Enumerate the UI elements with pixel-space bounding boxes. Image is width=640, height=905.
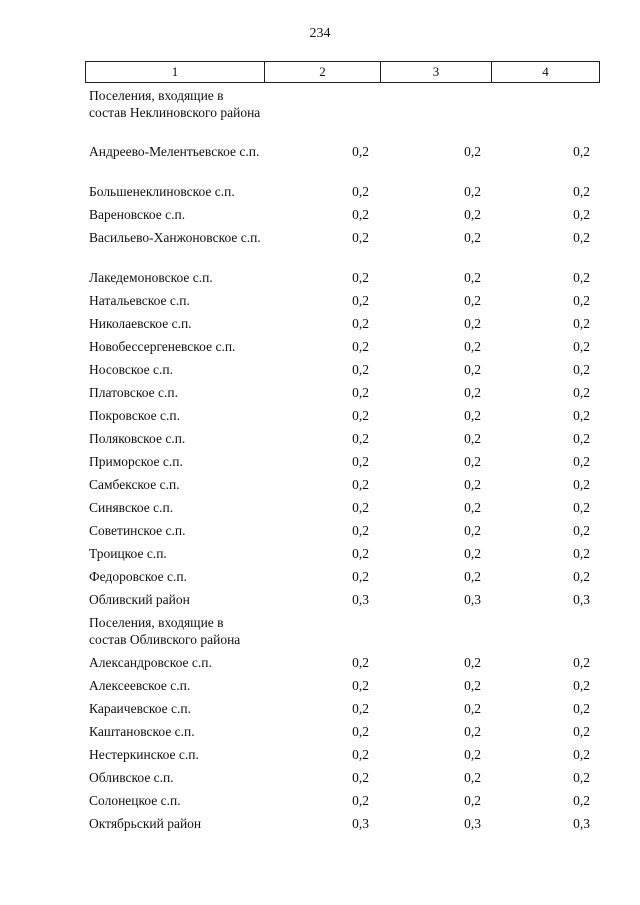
value-col-4: 0,3 xyxy=(573,816,590,831)
settlement-name: Обливский район xyxy=(89,592,190,607)
value-col-2: 0,2 xyxy=(352,793,369,808)
value-col-3: 0,3 xyxy=(464,816,481,831)
value-col-3: 0,2 xyxy=(464,724,481,739)
column-header-1: 1 xyxy=(86,62,265,82)
value-col-3: 0,3 xyxy=(464,592,481,607)
value-col-2: 0,2 xyxy=(352,408,369,423)
value-col-2: 0,2 xyxy=(352,655,369,670)
settlement-name: Приморское с.п. xyxy=(89,454,183,469)
table-header-row xyxy=(85,61,600,83)
value-col-4: 0,2 xyxy=(573,701,590,716)
data-table xyxy=(85,61,600,838)
column-header-2: 2 xyxy=(265,62,381,82)
value-col-3: 0,2 xyxy=(464,270,481,285)
value-col-4: 0,2 xyxy=(573,569,590,584)
value-col-3: 0,2 xyxy=(464,362,481,377)
value-col-3: 0,2 xyxy=(464,500,481,515)
value-col-2: 0,2 xyxy=(352,454,369,469)
table-row xyxy=(85,87,600,143)
value-col-4: 0,2 xyxy=(573,655,590,670)
table-row xyxy=(85,499,600,522)
value-col-4: 0,2 xyxy=(573,230,590,245)
page-number: 234 xyxy=(309,26,331,41)
table-row xyxy=(85,269,600,292)
value-col-2: 0,2 xyxy=(352,362,369,377)
value-col-4: 0,3 xyxy=(573,592,590,607)
table-row xyxy=(85,522,600,545)
value-col-4: 0,2 xyxy=(573,293,590,308)
value-col-2: 0,2 xyxy=(352,184,369,199)
value-col-2: 0,3 xyxy=(352,592,369,607)
settlement-name: Николаевское с.п. xyxy=(89,316,192,331)
value-col-2: 0,2 xyxy=(352,500,369,515)
settlement-name: Александровское с.п. xyxy=(89,655,212,670)
settlement-name: Троицкое с.п. xyxy=(89,546,167,561)
settlement-name: Октябрьский район xyxy=(89,816,202,831)
table-row xyxy=(85,384,600,407)
value-col-4: 0,2 xyxy=(573,770,590,785)
table-row xyxy=(85,292,600,315)
value-col-3: 0,2 xyxy=(464,454,481,469)
value-col-2 xyxy=(264,614,380,654)
settlement-name: Самбекское с.п. xyxy=(89,477,180,492)
value-col-3: 0,2 xyxy=(464,431,481,446)
value-col-4: 0,2 xyxy=(573,385,590,400)
value-col-3: 0,2 xyxy=(464,477,481,492)
table-row xyxy=(85,143,600,183)
settlement-name: Натальевское с.п. xyxy=(89,293,190,308)
settlement-name: Вареновское с.п. xyxy=(89,207,186,222)
value-col-3: 0,2 xyxy=(464,316,481,331)
settlement-name: Обливское с.п. xyxy=(89,770,174,785)
value-col-3: 0,2 xyxy=(464,207,481,222)
table-body xyxy=(85,87,600,838)
settlement-name: Новобессергеневское с.п. xyxy=(89,339,236,354)
value-col-2: 0,2 xyxy=(352,431,369,446)
value-col-2 xyxy=(264,87,380,143)
settlement-name: Лакедемоновское с.п. xyxy=(89,270,213,285)
value-col-3: 0,2 xyxy=(464,339,481,354)
value-col-2: 0,2 xyxy=(352,293,369,308)
table-row xyxy=(85,568,600,591)
value-col-3: 0,2 xyxy=(464,701,481,716)
table-row xyxy=(85,769,600,792)
settlement-name: Каштановское с.п. xyxy=(89,724,195,739)
table-row xyxy=(85,654,600,677)
settlement-name: Большенеклиновское с.п. xyxy=(89,184,235,199)
value-col-4 xyxy=(491,614,600,654)
settlement-name: Солонецкое с.п. xyxy=(89,793,181,808)
settlement-name: Нестеркинское с.п. xyxy=(89,747,199,762)
value-col-4: 0,2 xyxy=(573,747,590,762)
value-col-3: 0,2 xyxy=(464,385,481,400)
value-col-2: 0,2 xyxy=(352,546,369,561)
value-col-3: 0,2 xyxy=(464,184,481,199)
value-col-4: 0,2 xyxy=(573,339,590,354)
value-col-4: 0,2 xyxy=(573,207,590,222)
table-row xyxy=(85,206,600,229)
value-col-3: 0,2 xyxy=(464,408,481,423)
table-row xyxy=(85,545,600,568)
settlement-name: Платовское с.п. xyxy=(89,385,179,400)
table-row xyxy=(85,430,600,453)
value-col-2: 0,3 xyxy=(352,816,369,831)
value-col-2: 0,2 xyxy=(352,207,369,222)
value-col-4: 0,2 xyxy=(573,362,590,377)
value-col-4: 0,2 xyxy=(573,408,590,423)
value-col-4: 0,2 xyxy=(573,431,590,446)
settlement-name: Васильево-Ханжоновское с.п. xyxy=(89,230,261,245)
table-row xyxy=(85,677,600,700)
value-col-3: 0,2 xyxy=(464,678,481,693)
table-row xyxy=(85,746,600,769)
table-row xyxy=(85,338,600,361)
settlement-name: Поселения, входящие в состав Неклиновского района xyxy=(89,88,261,120)
settlement-name: Синявское с.п. xyxy=(89,500,174,515)
value-col-2: 0,2 xyxy=(352,701,369,716)
value-col-3 xyxy=(380,87,491,143)
settlement-name: Андреево-Мелентьевское с.п. xyxy=(89,144,260,159)
value-col-4 xyxy=(491,87,600,143)
value-col-4: 0,2 xyxy=(573,678,590,693)
value-col-3: 0,2 xyxy=(464,230,481,245)
value-col-3: 0,2 xyxy=(464,144,481,159)
table-row xyxy=(85,476,600,499)
value-col-2: 0,2 xyxy=(352,385,369,400)
value-col-4: 0,2 xyxy=(573,454,590,469)
value-col-4: 0,2 xyxy=(573,316,590,331)
table-row xyxy=(85,792,600,815)
table-row xyxy=(85,815,600,838)
value-col-4: 0,2 xyxy=(573,184,590,199)
table-row xyxy=(85,229,600,269)
settlement-name: Алексеевское с.п. xyxy=(89,678,191,693)
value-col-3: 0,2 xyxy=(464,569,481,584)
settlement-name: Покровское с.п. xyxy=(89,408,180,423)
value-col-2: 0,2 xyxy=(352,230,369,245)
value-col-4: 0,2 xyxy=(573,144,590,159)
value-col-4: 0,2 xyxy=(573,793,590,808)
value-col-4: 0,2 xyxy=(573,477,590,492)
settlement-name: Поселения, входящие в состав Обливского района xyxy=(89,615,241,647)
value-col-3: 0,2 xyxy=(464,546,481,561)
value-col-3: 0,2 xyxy=(464,793,481,808)
value-col-3: 0,2 xyxy=(464,770,481,785)
value-col-2: 0,2 xyxy=(352,724,369,739)
value-col-4: 0,2 xyxy=(573,270,590,285)
value-col-2: 0,2 xyxy=(352,144,369,159)
value-col-3: 0,2 xyxy=(464,655,481,670)
value-col-3 xyxy=(380,614,491,654)
value-col-2: 0,2 xyxy=(352,270,369,285)
value-col-2: 0,2 xyxy=(352,770,369,785)
value-col-2: 0,2 xyxy=(352,316,369,331)
settlement-name: Носовское с.п. xyxy=(89,362,173,377)
table-row xyxy=(85,700,600,723)
table-row xyxy=(85,315,600,338)
value-col-2: 0,2 xyxy=(352,569,369,584)
settlement-name: Федоровское с.п. xyxy=(89,569,188,584)
value-col-3: 0,2 xyxy=(464,523,481,538)
value-col-2: 0,2 xyxy=(352,477,369,492)
settlement-name: Советинское с.п. xyxy=(89,523,186,538)
settlement-name: Поляковское с.п. xyxy=(89,431,186,446)
table-row xyxy=(85,407,600,430)
value-col-3: 0,2 xyxy=(464,747,481,762)
table-row xyxy=(85,591,600,614)
table-row xyxy=(85,723,600,746)
column-header-4: 4 xyxy=(542,64,549,79)
value-col-4: 0,2 xyxy=(573,724,590,739)
value-col-4: 0,2 xyxy=(573,500,590,515)
value-col-2: 0,2 xyxy=(352,339,369,354)
value-col-3: 0,2 xyxy=(464,293,481,308)
table-row xyxy=(85,361,600,384)
value-col-4: 0,2 xyxy=(573,546,590,561)
table-row xyxy=(85,453,600,476)
value-col-2: 0,2 xyxy=(352,523,369,538)
table-row xyxy=(85,614,600,654)
value-col-2: 0,2 xyxy=(352,678,369,693)
settlement-name: Караичевское с.п. xyxy=(89,701,191,716)
value-col-2: 0,2 xyxy=(352,747,369,762)
value-col-4: 0,2 xyxy=(573,523,590,538)
table-row xyxy=(85,183,600,206)
column-header-3: 3 xyxy=(381,62,492,82)
